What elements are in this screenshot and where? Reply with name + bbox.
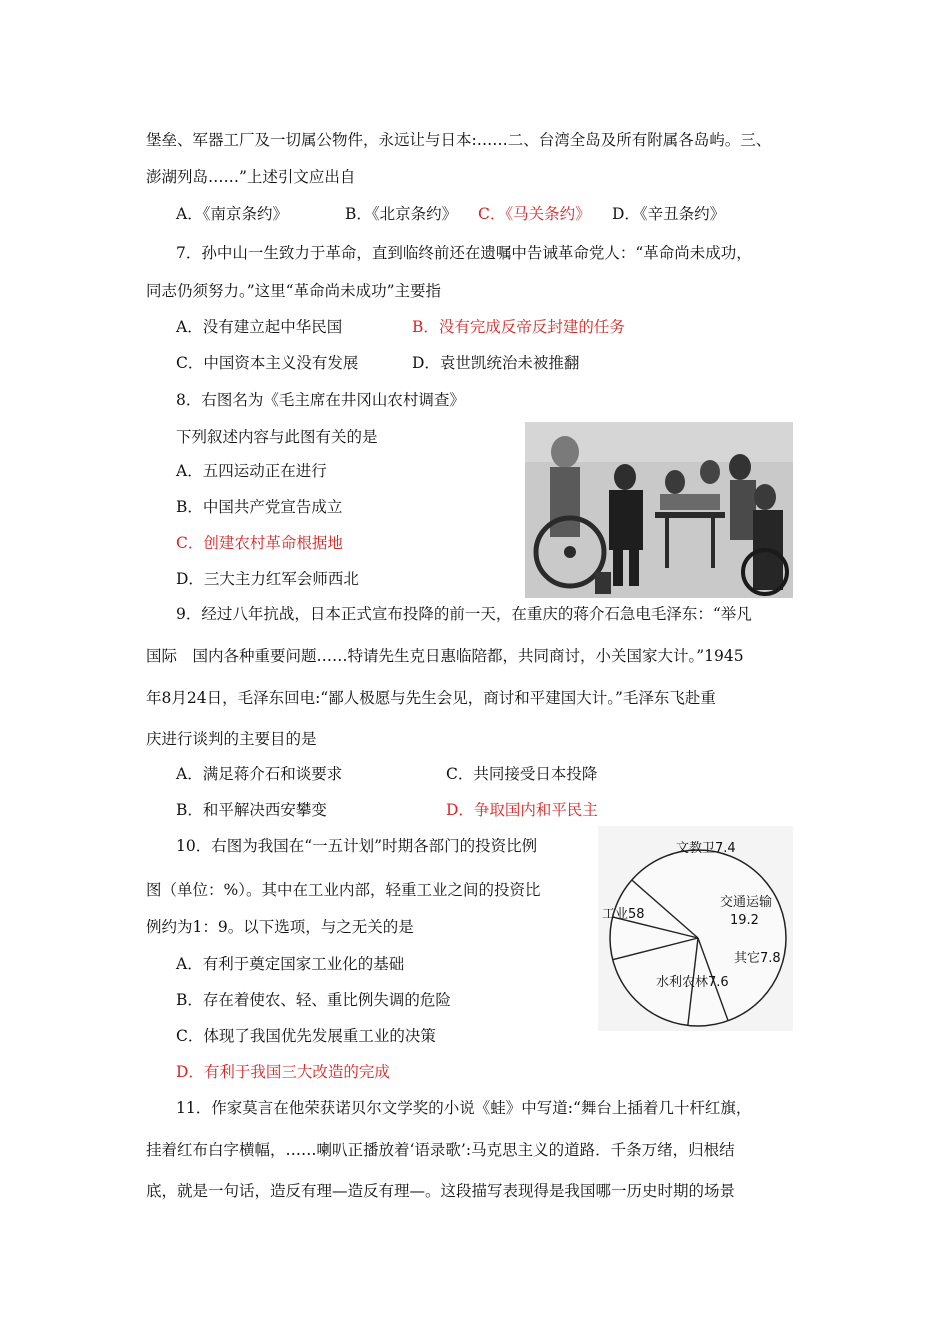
q9-option-d: D．争取国内和平民主	[446, 801, 598, 819]
pie-label-0: 工业58	[602, 907, 645, 922]
pie-label-4: 水利农林7.6	[656, 975, 729, 990]
q8-option-b: B．中国共产党宣告成立	[176, 498, 343, 516]
q8-option-c: C．创建农村革命根据地	[176, 534, 343, 552]
q7-line2: 同志仍须努力。”这里“革命尚未成功”主要指	[146, 282, 442, 300]
q7-option-a: A．没有建立起中华民国	[176, 318, 343, 336]
pie-label-3: 其它7.8	[734, 951, 781, 966]
q9-option-b: B．和平解决西安攀变	[176, 801, 327, 819]
q8-line2: 下列叙述内容与此图有关的是	[176, 428, 378, 446]
q11-line1: 11．作家莫言在他荣获诺贝尔文学奖的小说《蛙》中写道:“舞台上插着几十杆红旗，	[176, 1099, 752, 1117]
q8-option-d: D．三大主力红军会师西北	[176, 570, 359, 588]
q6-option-a: A．《南京条约》	[176, 205, 288, 223]
pie-label-2: 交通运输	[720, 895, 773, 910]
q6-option-c: C．《马关条约》	[478, 205, 591, 223]
photo-illustration	[525, 422, 793, 598]
q11-line2: 挂着红布白字横幅，……喇叭正播放着‘语录歌’:马克思主义的道路．千条万绪，归根结	[146, 1141, 735, 1159]
q6-line2: 澎湖列岛……”上述引文应出自	[146, 168, 356, 186]
q7-option-c: C．中国资本主义没有发展	[176, 354, 359, 372]
pie-label-1: 文教卫7.4	[676, 841, 736, 856]
q6-option-b: B．《北京条约》	[345, 205, 458, 223]
q10-option-b: B．存在着使农、轻、重比例失调的危险	[176, 991, 451, 1009]
q10-line2: 图（单位：%）。其中在工业内部，轻重工业之间的投资比	[146, 881, 541, 899]
q7-option-d: D．袁世凯统治未被推翻	[412, 354, 580, 372]
q9-line4: 庆进行谈判的主要目的是	[146, 730, 317, 748]
pie-svg	[598, 826, 793, 1031]
q8-line1: 8．右图名为《毛主席在井冈山农村调查》	[176, 391, 465, 409]
q10-option-a: A．有利于奠定国家工业化的基础	[176, 955, 405, 973]
q6-option-d: D．《辛丑条约》	[612, 205, 726, 223]
q8-option-a: A．五四运动正在进行	[176, 462, 327, 480]
q10-option-d: D．有利于我国三大改造的完成	[176, 1063, 390, 1081]
q9-line3: 年8月24日，毛泽东回电:“鄙人极愿与先生会见，商讨和平建国大计。”毛泽东飞赴重	[146, 689, 716, 707]
pie-label-2-value: 19.2	[730, 913, 759, 928]
q10-option-c: C．体现了我国优先发展重工业的决策	[176, 1027, 436, 1045]
q6-line1: 堡垒、军器工厂及一切属公物件，永远让与日本:……二、台湾全岛及所有附属各岛屿。三、	[146, 131, 772, 149]
q7-line1: 7．孙中山一生致力于革命，直到临终前还在遗嘱中告诫革命党人：“革命尚未成功，	[176, 244, 752, 262]
investment-pie-chart	[598, 826, 793, 1031]
q7-option-b: B．没有完成反帝反封建的任务	[412, 318, 625, 336]
historical-photo	[525, 422, 793, 598]
q9-option-a: A．满足蒋介石和谈要求	[176, 765, 343, 783]
q9-line1: 9．经过八年抗战，日本正式宣布投降的前一天，在重庆的蒋介石急电毛泽东：“举凡	[176, 605, 752, 623]
q10-line3: 例约为1：9。以下选项，与之无关的是	[146, 918, 414, 936]
q9-option-c: C．共同接受日本投降	[446, 765, 598, 783]
q10-line1: 10．右图为我国在“一五计划”时期各部门的投资比例	[176, 837, 538, 855]
q9-line2: 国际 国内各种重要问题……特请先生克日惠临陪都，共同商讨，小关国家大计。”1945	[146, 647, 744, 665]
q11-line3: 底，就是一句话，造反有理—造反有理—。这段描写表现得是我国哪一历史时期的场景	[146, 1182, 736, 1200]
